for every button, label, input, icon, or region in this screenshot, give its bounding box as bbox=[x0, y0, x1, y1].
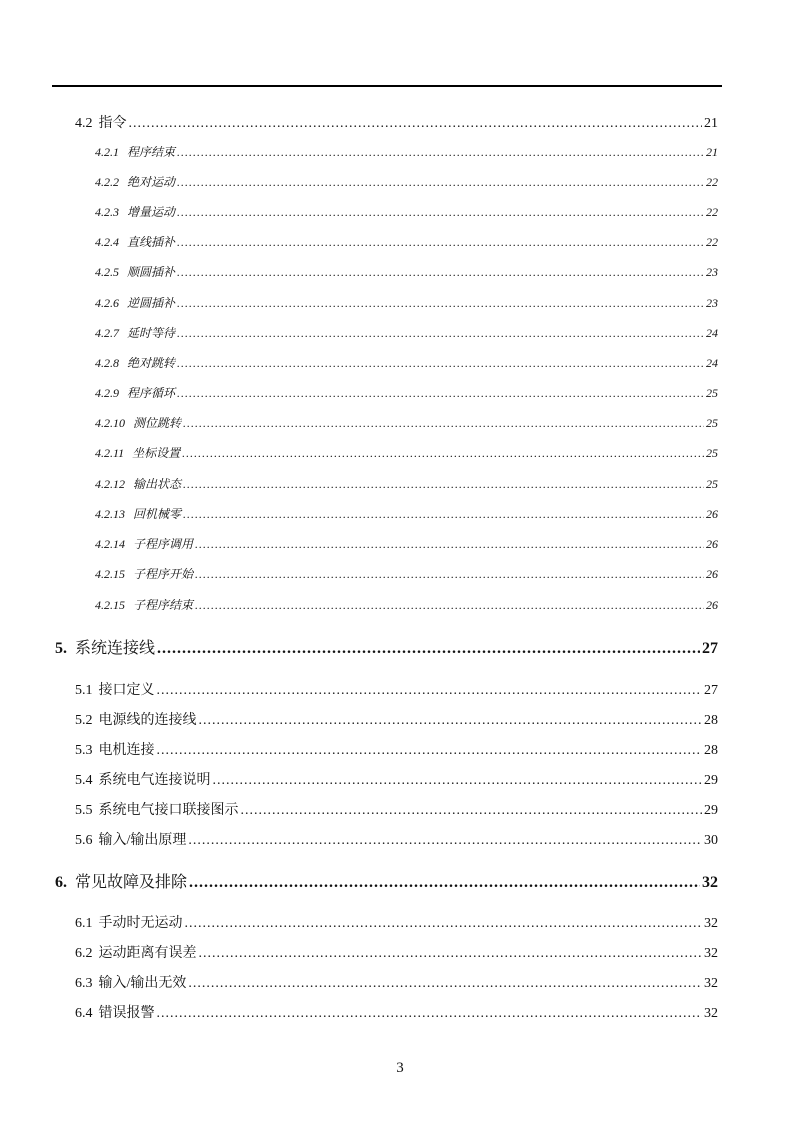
toc-entry-title: 测位跳转 bbox=[133, 416, 182, 430]
toc-entry-title: 子程序调用 bbox=[133, 537, 194, 551]
toc-dot-leader bbox=[241, 803, 703, 819]
toc-dot-leader bbox=[157, 640, 700, 658]
toc-dot-leader bbox=[177, 145, 704, 160]
toc-entry-title: 系统电气连接说明 bbox=[98, 773, 211, 788]
toc-entry-number: 4.2.1 bbox=[95, 145, 119, 159]
toc-entry[interactable] bbox=[95, 173, 718, 190]
toc-entry-number: 4.2 bbox=[75, 116, 93, 131]
toc-entry-page: 22 bbox=[706, 235, 718, 249]
toc-dot-leader bbox=[185, 916, 703, 932]
toc-entry[interactable] bbox=[75, 1002, 718, 1022]
toc-entry-number: 6.4 bbox=[75, 1006, 93, 1021]
toc-entry[interactable] bbox=[75, 972, 718, 992]
toc-entry-page: 26 bbox=[706, 567, 718, 581]
toc-entry-number: 4.2.9 bbox=[95, 386, 119, 400]
toc-entry-number: 5.2 bbox=[75, 713, 93, 728]
toc-entry-number: 4.2.15 bbox=[95, 567, 125, 581]
toc-entry[interactable] bbox=[75, 942, 718, 962]
toc-entry[interactable] bbox=[95, 444, 718, 461]
toc-entry-number: 4.2.2 bbox=[95, 175, 119, 189]
toc-dot-leader bbox=[195, 537, 704, 552]
toc-entry[interactable] bbox=[95, 505, 718, 522]
toc-entry-number: 4.2.10 bbox=[95, 416, 125, 430]
toc-entry-page: 32 bbox=[704, 976, 718, 991]
toc-dot-leader bbox=[182, 446, 704, 461]
toc-entry-page: 23 bbox=[706, 296, 718, 310]
toc-entry-title: 延时等待 bbox=[127, 326, 176, 340]
toc-entry[interactable] bbox=[95, 384, 718, 401]
toc-entry-title: 子程序开始 bbox=[133, 567, 194, 581]
toc-dot-leader bbox=[177, 175, 704, 190]
toc-entry-number: 6. bbox=[55, 874, 67, 891]
toc-entry-page: 27 bbox=[702, 640, 718, 657]
toc-dot-leader bbox=[199, 946, 703, 962]
toc-entry[interactable] bbox=[95, 596, 718, 613]
toc-entry-title: 增量运动 bbox=[127, 205, 176, 219]
toc-entry-number: 5.5 bbox=[75, 803, 93, 818]
toc-entry-title: 直线插补 bbox=[127, 235, 176, 249]
toc-entry-title: 指令 bbox=[98, 116, 127, 131]
toc-entry-page: 32 bbox=[704, 946, 718, 961]
toc-dot-leader bbox=[195, 598, 704, 613]
toc-entry-page: 32 bbox=[702, 874, 718, 891]
toc-entry-number: 4.2.5 bbox=[95, 265, 119, 279]
toc-entry-page: 25 bbox=[706, 386, 718, 400]
toc-entry[interactable] bbox=[55, 869, 718, 892]
toc-entry-number: 4.2.12 bbox=[95, 477, 125, 491]
toc-entry-title: 手动时无运动 bbox=[98, 916, 183, 931]
toc-entry[interactable] bbox=[55, 635, 718, 658]
toc-entry[interactable] bbox=[75, 769, 718, 789]
toc-entry-number: 6.1 bbox=[75, 916, 93, 931]
toc-entry-page: 26 bbox=[706, 598, 718, 612]
toc-entry-page: 24 bbox=[706, 356, 718, 370]
toc-entry[interactable] bbox=[95, 263, 718, 280]
toc-entry-title: 程序循环 bbox=[127, 386, 176, 400]
toc-entry-title: 常见故障及排除 bbox=[75, 874, 188, 891]
toc-entry-page: 21 bbox=[706, 145, 718, 159]
toc-entry-title: 输出状态 bbox=[133, 477, 182, 491]
toc-entry-page: 22 bbox=[706, 175, 718, 189]
toc-entry-number: 4.2.4 bbox=[95, 235, 119, 249]
toc-entry-title: 运动距离有误差 bbox=[98, 946, 197, 961]
toc-dot-leader bbox=[157, 743, 703, 759]
toc-entry[interactable] bbox=[95, 354, 718, 371]
toc-entry[interactable] bbox=[95, 203, 718, 220]
toc-entry-number: 4.2.11 bbox=[95, 446, 125, 460]
toc-entry-page: 28 bbox=[704, 713, 718, 728]
toc-entry-number: 5.6 bbox=[75, 833, 93, 848]
toc-entry-title: 回机械零 bbox=[133, 507, 182, 521]
toc-entry-number: 4.2.3 bbox=[95, 205, 119, 219]
toc-dot-leader bbox=[213, 773, 703, 789]
toc-dot-leader bbox=[177, 265, 704, 280]
toc-dot-leader bbox=[157, 683, 703, 699]
toc-dot-leader bbox=[177, 356, 704, 371]
toc-entry-page: 21 bbox=[704, 116, 718, 131]
toc-entry-title: 绝对运动 bbox=[127, 175, 176, 189]
toc-entry-title: 逆圆插补 bbox=[127, 296, 176, 310]
toc-entry-number: 4.2.8 bbox=[95, 356, 119, 370]
toc-entry-title: 电机连接 bbox=[98, 743, 155, 758]
toc-entry-page: 25 bbox=[706, 446, 718, 460]
toc-entry-number: 6.3 bbox=[75, 976, 93, 991]
toc-entry-page: 29 bbox=[704, 803, 718, 818]
toc-entry-page: 27 bbox=[704, 683, 718, 698]
toc-entry[interactable] bbox=[95, 143, 718, 160]
toc-entry-title: 输入/输出无效 bbox=[98, 976, 187, 991]
toc-dot-leader bbox=[177, 296, 704, 311]
toc-entry-page: 22 bbox=[706, 205, 718, 219]
toc-entry-number: 5.3 bbox=[75, 743, 93, 758]
toc-dot-leader bbox=[177, 326, 704, 341]
toc-entry[interactable] bbox=[95, 294, 718, 311]
toc-dot-leader bbox=[183, 507, 704, 522]
toc-entry-title: 电源线的连接线 bbox=[98, 713, 197, 728]
toc-entry-number: 4.2.6 bbox=[95, 296, 119, 310]
toc-entry[interactable] bbox=[95, 535, 718, 552]
toc-entry[interactable] bbox=[75, 912, 718, 932]
toc-dot-leader bbox=[183, 416, 704, 431]
toc-entry-title: 系统连接线 bbox=[75, 640, 156, 657]
toc-entry-title: 顺圆插补 bbox=[127, 265, 176, 279]
toc-dot-leader bbox=[129, 116, 703, 132]
toc-entry[interactable] bbox=[75, 739, 718, 759]
toc-entry[interactable] bbox=[95, 565, 718, 582]
toc-entry-page: 28 bbox=[704, 743, 718, 758]
toc-entry-title: 接口定义 bbox=[98, 683, 155, 698]
toc-entry[interactable] bbox=[75, 709, 718, 729]
toc-dot-leader bbox=[183, 477, 704, 492]
toc-entry-page: 24 bbox=[706, 326, 718, 340]
toc-dot-leader bbox=[188, 976, 702, 992]
toc-dot-leader bbox=[189, 874, 700, 892]
toc-dot-leader bbox=[177, 205, 704, 220]
toc-entry-title: 绝对跳转 bbox=[127, 356, 176, 370]
toc-entry-number: 5. bbox=[55, 640, 67, 657]
toc-entry-title: 输入/输出原理 bbox=[98, 833, 187, 848]
toc-dot-leader bbox=[199, 713, 703, 729]
toc-entry-page: 30 bbox=[704, 833, 718, 848]
toc-entry-page: 23 bbox=[706, 265, 718, 279]
toc-entry[interactable] bbox=[75, 679, 718, 699]
toc-entry-page: 25 bbox=[706, 477, 718, 491]
toc-dot-leader bbox=[195, 567, 704, 582]
toc-entry-title: 系统电气接口联接图示 bbox=[98, 803, 239, 818]
toc-entry[interactable] bbox=[95, 475, 718, 492]
toc-entry-page: 29 bbox=[704, 773, 718, 788]
page-number: 3 bbox=[396, 1060, 404, 1076]
toc-dot-leader bbox=[188, 833, 702, 849]
toc-dot-leader bbox=[177, 235, 704, 250]
toc-entry-number: 4.2.14 bbox=[95, 537, 125, 551]
toc-entry-number: 5.4 bbox=[75, 773, 93, 788]
toc-entry-number: 4.2.15 bbox=[95, 598, 125, 612]
toc-entry-title: 程序结束 bbox=[127, 145, 176, 159]
toc-entry[interactable] bbox=[95, 233, 718, 250]
toc-entry[interactable] bbox=[95, 324, 718, 341]
toc-entry-title: 子程序结束 bbox=[133, 598, 194, 612]
toc-entry-number: 4.2.13 bbox=[95, 507, 125, 521]
toc-entry[interactable] bbox=[75, 112, 718, 132]
toc-entry-number: 4.2.7 bbox=[95, 326, 119, 340]
toc-entry-page: 32 bbox=[704, 916, 718, 931]
toc-dot-leader bbox=[157, 1006, 703, 1022]
toc-entry-page: 25 bbox=[706, 416, 718, 430]
toc-entry-number: 5.1 bbox=[75, 683, 93, 698]
toc-entry[interactable] bbox=[75, 799, 718, 819]
toc-entry-page: 32 bbox=[704, 1006, 718, 1021]
toc-entry[interactable] bbox=[95, 414, 718, 431]
toc-entry-title: 错误报警 bbox=[98, 1006, 155, 1021]
toc-dot-leader bbox=[177, 386, 704, 401]
toc-entry-page: 26 bbox=[706, 507, 718, 521]
toc-entry[interactable] bbox=[75, 829, 718, 849]
toc-entry-page: 26 bbox=[706, 537, 718, 551]
toc-entry-title: 坐标设置 bbox=[132, 446, 181, 460]
toc-entry-number: 6.2 bbox=[75, 946, 93, 961]
